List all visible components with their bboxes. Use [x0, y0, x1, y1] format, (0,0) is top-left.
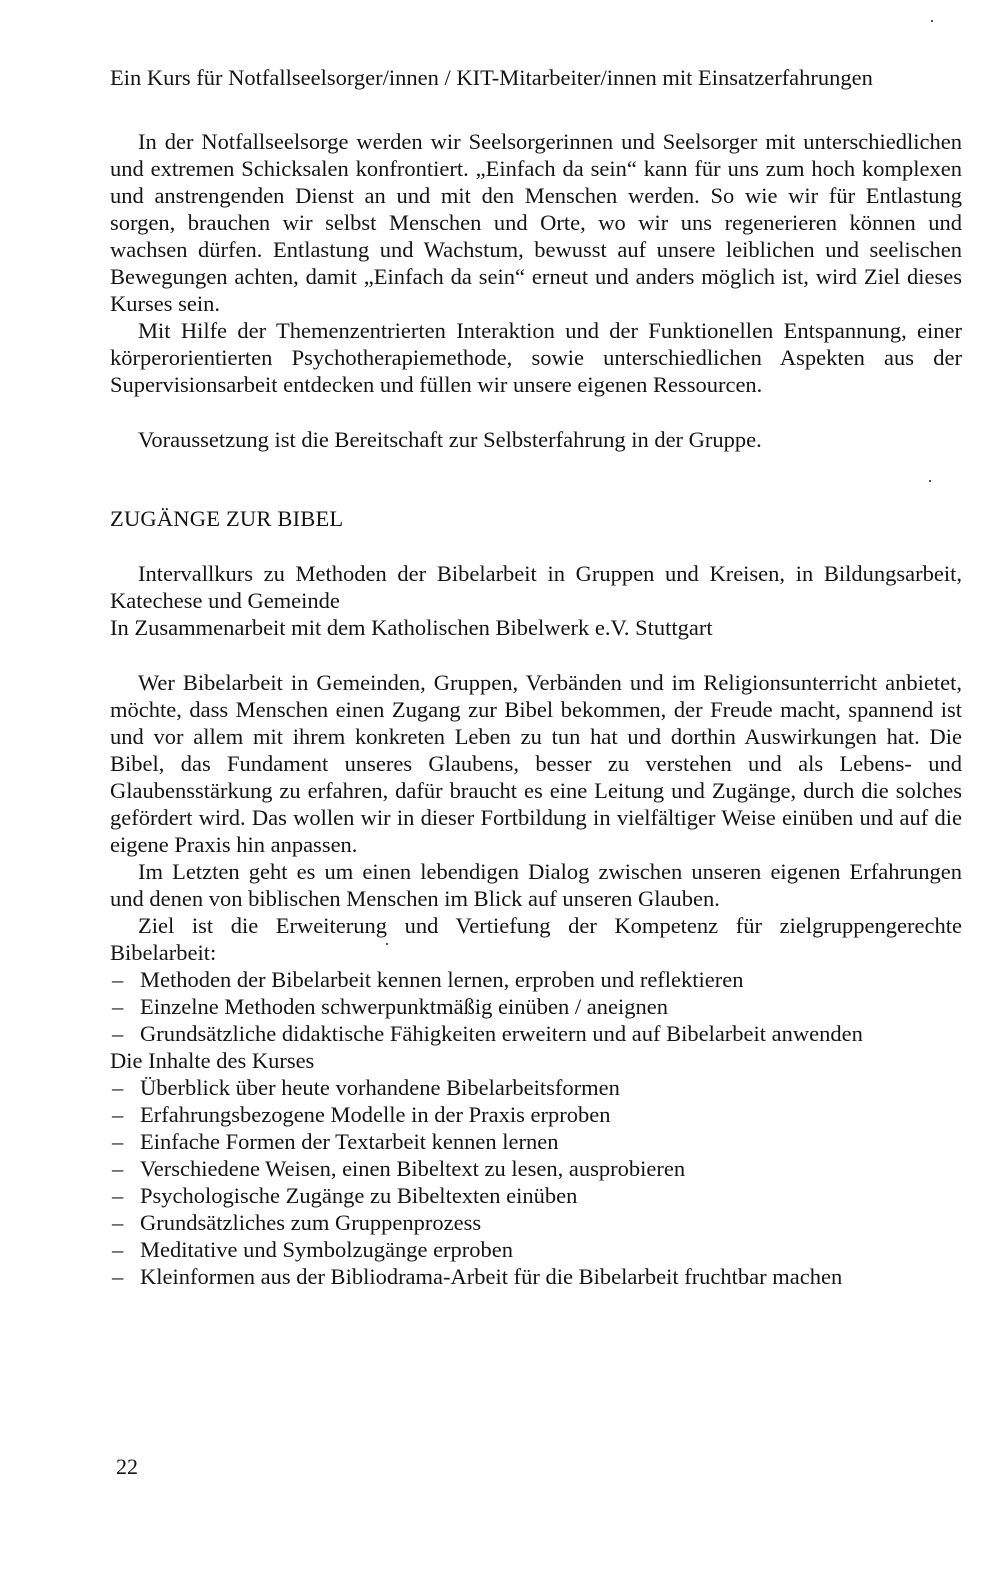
list-item: [110, 966, 962, 993]
list-item-text: Grundsätzliches zum Gruppenprozess: [140, 1210, 482, 1235]
dash-bullet: –: [112, 967, 124, 992]
list-item-text: Kleinformen aus der Bibliodrama-Arbeit für die Bibelarbeit fruchtbar machen: [140, 1264, 843, 1289]
dash-bullet: –: [112, 1237, 124, 1262]
list-item-text: Erfahrungsbezogene Modelle in der Praxis erproben: [140, 1102, 611, 1127]
method-paragraph: Mit Hilfe der Themenzentrierten Interaktion und der Funktionellen Entspannung, einer körperorientierten Psychotherapiemethode, sowie unterschiedlichen Aspekten aus der Supervisionsarbeit entdecken und füllen wir unsere eigenen Ressourcen.: [110, 318, 962, 397]
list-item-text: Einzelne Methoden schwerpunktmäßig einüben / aneignen: [140, 994, 668, 1019]
goal-list: [110, 966, 962, 1047]
dash-bullet: –: [112, 1102, 124, 1127]
list-item: [110, 1074, 962, 1101]
dash-bullet: –: [112, 1075, 124, 1100]
scan-speck: [931, 20, 933, 22]
list-item: [110, 1155, 962, 1182]
scan-speck: [386, 943, 388, 945]
list-item: [110, 993, 962, 1020]
dash-bullet: –: [112, 994, 124, 1019]
dash-bullet: –: [112, 1129, 124, 1154]
list-item: [110, 1101, 962, 1128]
goal-intro: Ziel ist die Erweiterung und Vertiefung der Kompetenz für zielgruppengerechte Bibelarbeit:: [110, 913, 962, 965]
contents-heading: Die Inhalte des Kurses: [110, 1048, 315, 1073]
list-item: [110, 1236, 962, 1263]
intro-paragraph: In der Notfallseelsorge werden wir Seelsorgerinnen und Seelsorger mit unterschiedlichen und extremen Schicksalen konfrontiert. „Einfach da sein“ kann für uns zum hoch komplexen und anstrengenden Dienst an und mit den Menschen werden. So wie wir für Entlastung sorgen, brauchen wir selbst Menschen und Orte, wo wir uns regenerieren können und wachsen dürfen. Entlastung und Wachstum, bewusst auf unsere leiblichen und seelischen Bewegungen achten, damit „Einfach da sein“ erneut und anders möglich ist, wird Ziel dieses Kurses sein.: [110, 129, 962, 316]
scan-speck: [929, 480, 931, 482]
dash-bullet: –: [112, 1210, 124, 1235]
list-item-text: Grundsätzliche didaktische Fähigkeiten erweitern und auf Bibelarbeit anwenden: [140, 1021, 863, 1046]
list-item-text: Psychologische Zugänge zu Bibeltexten einüben: [140, 1183, 578, 1208]
intro-paragraph: Wer Bibelarbeit in Gemeinden, Gruppen, Verbänden und im Religionsunterricht anbietet, möchte, dass Menschen einen Zugang zur Bibel bekommen, der Freude macht, spannend ist und vor allem mit ihrem konkreten Leben zu tun hat und dorthin Auswirkungen hat. Die Bibel, das Fundament unseres Glaubens, besser zu verstehen und als Lebens- und Glaubensstärkung zu erfahren, dafür braucht es eine Leitung und Zugänge, durch die solches gefördert wird. Das wollen wir in dieser Fortbildung in vielfältiger Weise einüben und auf die eigene Praxis hin anpassen.: [110, 670, 962, 857]
section-heading: ZUGÄNGE ZUR BIBEL: [110, 506, 344, 531]
list-item-text: Einfache Formen der Textarbeit kennen lernen: [140, 1129, 559, 1154]
list-item: [110, 1128, 962, 1155]
list-item: [110, 1263, 962, 1290]
list-item-text: Verschiedene Weisen, einen Bibeltext zu lesen, ausprobieren: [140, 1156, 686, 1181]
cooperation-line: In Zusammenarbeit mit dem Katholischen Bibelwerk e.V. Stuttgart: [110, 615, 713, 640]
list-item-text: Methoden der Bibelarbeit kennen lernen, erproben und reflektieren: [140, 967, 744, 992]
dash-bullet: –: [112, 1183, 124, 1208]
course-bibel: [110, 505, 962, 1290]
list-item-text: Überblick über heute vorhandene Bibelarbeitsformen: [140, 1075, 620, 1100]
list-item: [110, 1182, 962, 1209]
list-item-text: Meditative und Symbolzugänge erproben: [140, 1237, 514, 1262]
dash-bullet: –: [112, 1264, 124, 1289]
dash-bullet: –: [112, 1021, 124, 1046]
dash-bullet: –: [112, 1156, 124, 1181]
course-subtitle: Ein Kurs für Notfallseelsorger/innen / KIT-Mitarbeiter/innen mit Einsatzerfahrungen: [110, 65, 873, 90]
list-item: [110, 1209, 962, 1236]
contents-list: [110, 1074, 962, 1290]
document-page: [110, 64, 962, 1290]
course-subtitle: Intervallkurs zu Methoden der Bibelarbeit in Gruppen und Kreisen, in Bildungsarbeit, Katechese und Gemeinde: [110, 561, 962, 613]
list-item: [110, 1020, 962, 1047]
course-notfallseelsorge: [110, 64, 962, 453]
dialog-paragraph: Im Letzten geht es um einen lebendigen Dialog zwischen unseren eigenen Erfahrungen und denen von biblischen Menschen im Blick auf unseren Glauben.: [110, 859, 962, 911]
page-number: 22: [116, 1454, 138, 1479]
prerequisite-paragraph: Voraussetzung ist die Bereitschaft zur Selbsterfahrung in der Gruppe.: [138, 427, 762, 452]
